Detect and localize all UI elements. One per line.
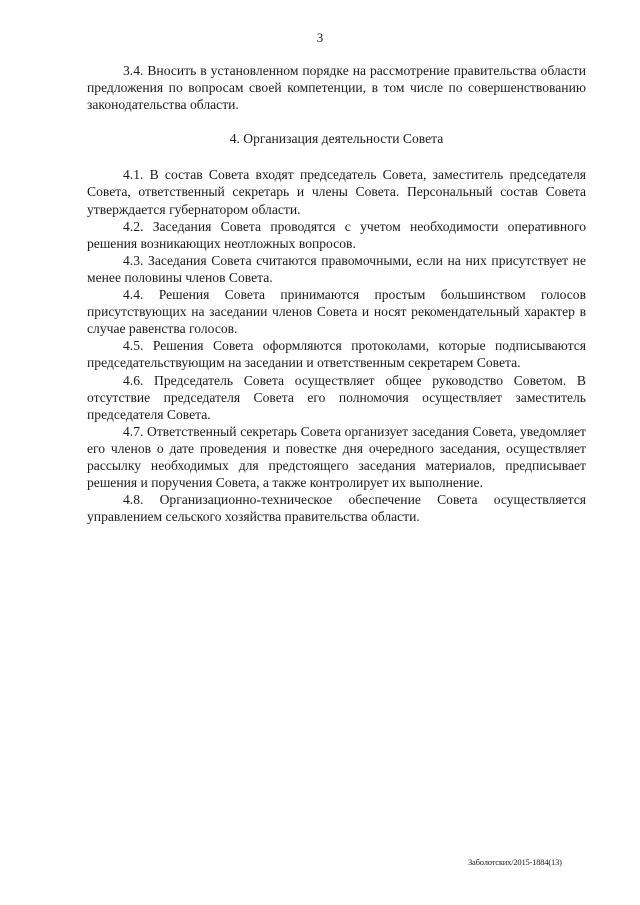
page-number: 3 — [316, 30, 324, 45]
paragraph-4-5: 4.5. Решения Совета оформляются протоколами, которые подписываются председательствующим на заседании и ответственным секретарем Совета. — [87, 338, 586, 371]
paragraph-4-6: 4.6. Председатель Совета осуществляет общее руководство Советом. В отсутствие председателя Совета его полномочия осуществляет заместитель председателя Совета. — [87, 372, 586, 422]
paragraph-4-2: 4.2. Заседания Совета проводятся с учетом необходимости оперативного решения возникающих неотложных вопросов. — [87, 218, 586, 251]
paragraph-4-7: 4.7. Ответственный секретарь Совета организует заседания Совета, уведомляет его членов о дате проведения и повестке дня очередного заседания, осуществляет рассылку необходимых для предстоящего заседания материалов, предписывает решения и поручения Совета, а также контролирует их выполнение. — [87, 423, 586, 491]
paragraph-4-3: 4.3. Заседания Совета считаются правомочными, если на них присутствует не менее половины членов Совета. — [87, 252, 586, 285]
paragraph-4-4: 4.4. Решения Совета принимаются простым большинством голосов присутствующих на заседании членов Совета и носят рекомендательный характер в случае равенства голосов. — [87, 287, 586, 337]
paragraph-4-8: 4.8. Организационно-техническое обеспечение Совета осуществляется управлением сельского хозяйства правительства области. — [87, 492, 586, 525]
footer-document-code: Заболотских/2015-1884(13) — [468, 857, 562, 867]
paragraph-3-4: 3.4. Вносить в установленном порядке на рассмотрение правительства области предложения по вопросам своей компетенции, в том числе по совершенствованию законодательства области. — [87, 63, 586, 113]
section-heading: 4. Организация деятельности Совета — [229, 131, 444, 147]
document-body — [87, 62, 586, 525]
paragraph-4-1: 4.1. В состав Совета входят председатель Совета, заместитель председателя Совета, ответственный секретарь и члены Совета. Персональный состав Совета утверждается губернатором области. — [87, 167, 586, 217]
